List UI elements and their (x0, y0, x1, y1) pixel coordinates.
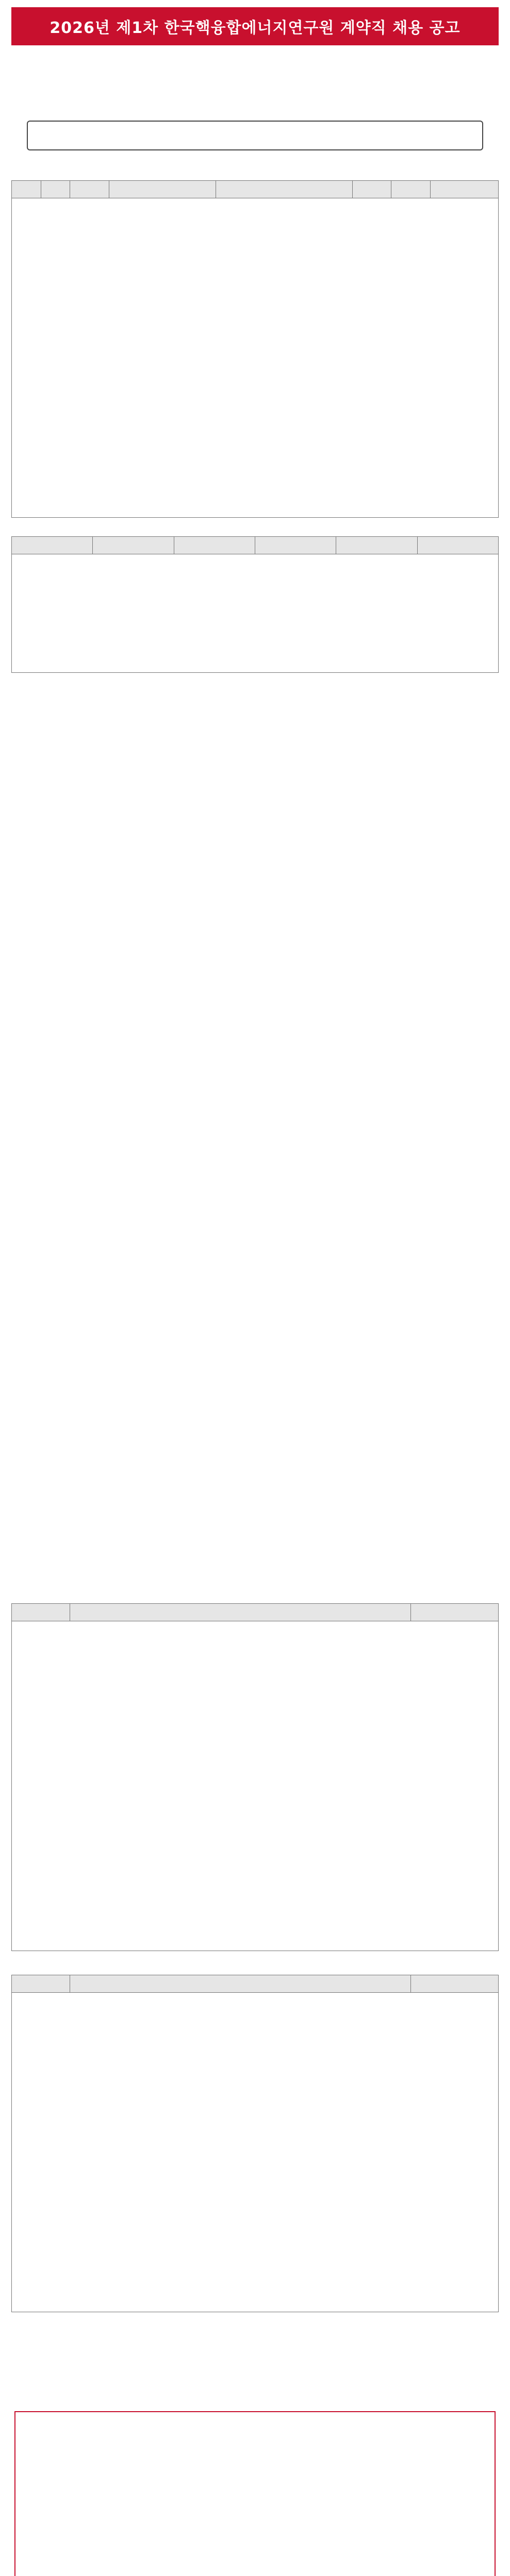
table-row (12, 198, 499, 518)
table-header-row (12, 537, 499, 554)
table-header-cell (417, 537, 498, 554)
table-header-row (12, 181, 499, 198)
table-header-cell (12, 1975, 70, 1993)
section-note (21, 520, 499, 529)
section-title (13, 1455, 499, 1470)
section-qualifications (11, 715, 499, 1168)
section-title (13, 160, 499, 175)
table-header-cell (216, 181, 352, 198)
table-header-cell (174, 537, 255, 554)
section-title (13, 715, 499, 731)
application-box-title (23, 2417, 487, 2429)
section-title (13, 1178, 499, 1193)
table-header-cell (12, 537, 93, 554)
section-note (21, 1953, 499, 1962)
table-header-cell (93, 537, 174, 554)
table-header-cell (430, 181, 498, 198)
slogan-box (27, 121, 483, 150)
table-row (12, 1993, 499, 2312)
notice-number (11, 50, 497, 60)
recruitment-table-2 (11, 536, 499, 673)
section-application (11, 2391, 499, 2576)
intro-paragraph (13, 64, 497, 113)
table-header-cell (41, 181, 70, 198)
table-header-cell (70, 1975, 411, 1993)
schedule-table-2 (11, 1975, 499, 2312)
application-box (14, 2411, 496, 2576)
table-header-cell (70, 181, 109, 198)
section-body (21, 1198, 499, 1430)
schedule-table (11, 1603, 499, 1951)
table-header-cell (336, 537, 417, 554)
section-title (13, 2391, 499, 2406)
table-header-cell (352, 181, 391, 198)
table-header-row (12, 1604, 499, 1621)
table-header-cell (411, 1975, 499, 1993)
section-body (21, 1476, 499, 1558)
table-header-cell (411, 1604, 499, 1621)
section-schedule (11, 1583, 499, 2381)
title-banner (11, 7, 499, 45)
page-title: 2026년 제1차 한국핵융합에너지연구원 계약직 채용 공고 (50, 19, 460, 37)
recruitment-table (11, 180, 499, 518)
table-row (12, 1621, 499, 1951)
table-header-cell (12, 181, 41, 198)
section-body (21, 736, 499, 1148)
table-header-cell (12, 1604, 70, 1621)
table-header-row (12, 1975, 499, 1993)
section-recruitment-fields (11, 160, 499, 706)
section-duties (11, 1178, 499, 1446)
table-header-cell (109, 181, 216, 198)
table-header-cell (255, 537, 336, 554)
table-header-cell (391, 181, 431, 198)
table-header-cell (70, 1604, 411, 1621)
table-row (12, 554, 499, 673)
section-conditions (11, 1455, 499, 1573)
section-title (13, 1583, 499, 1598)
